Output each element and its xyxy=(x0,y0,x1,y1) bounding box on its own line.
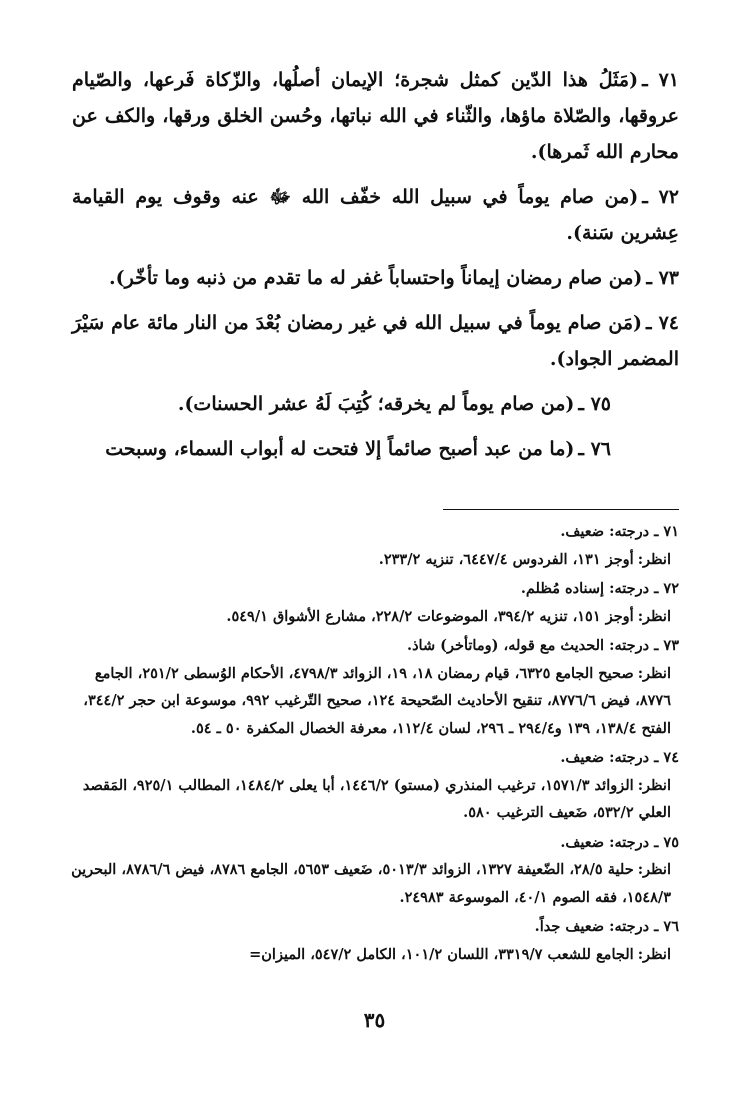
footnote-label: ٧٢ ـ درجته: xyxy=(609,580,679,597)
entry-number: ٧٦ ـ xyxy=(578,438,611,460)
footnote-label: ٧٥ ـ درجته: xyxy=(609,833,679,851)
footnote-grade: ضعيف جداً. xyxy=(534,918,605,935)
entry-number: ٧٤ ـ xyxy=(646,312,679,334)
entry-number: ٧١ ـ xyxy=(642,69,679,91)
reference-text: أوجز ١٥١، تنزيه ٣٩٤/٢، الموضوعات ٢٢٨/٢، مشارع الأشواق ٥٤٩/١. xyxy=(226,607,634,625)
entry-number: ٧٥ ـ xyxy=(578,393,611,415)
footnote-heading xyxy=(70,913,679,941)
hadith-text-block xyxy=(72,62,679,476)
footnote-heading xyxy=(70,518,679,546)
reference-label: انظر: xyxy=(637,607,671,625)
hadith-entry xyxy=(72,179,679,251)
footnotes-block xyxy=(70,518,679,970)
footnote-reference xyxy=(70,660,679,743)
footnote-grade: إسناده مُظلم. xyxy=(520,580,605,597)
footnote-grade: الحديث مع قوله، (وماتأخر) شاذ. xyxy=(407,637,605,654)
footnote-label: ٧٦ ـ درجته: xyxy=(609,918,679,935)
entry-text: (من صام يوماً في سبيل الله خفّف الله ﷻ عنه وقوف يوم القيامة عِشرين سَنة). xyxy=(72,186,679,244)
entry-number: ٧٣ ـ xyxy=(646,267,679,289)
reference-text: أوجز ١٣١، الفردوس ٦٤٤٧/٤، تنزيه ٢٣٣/٢. xyxy=(378,550,634,568)
entry-text: (مَن صام يوماً في سبيل الله في غير رمضان بُعْدَ من النار مائة عام سَيْرَ المضمر الجواد). xyxy=(72,312,679,370)
reference-label: انظر: xyxy=(637,776,671,794)
reference-text: الجامع للشعب ٣٣١٩/٧، اللسان ١٠١/٢، الكامل ٥٤٧/٢، الميزان= xyxy=(249,945,634,963)
footnote-heading xyxy=(70,575,679,603)
footnote-divider xyxy=(443,509,679,510)
footnote-label: ٧٣ ـ درجته: xyxy=(609,637,679,654)
entry-text: (ما من عبد أصبح صائماً إلا فتحت له أبواب السماء، وسبحت xyxy=(105,438,575,460)
footnote-reference xyxy=(70,603,679,631)
reference-label: انظر: xyxy=(637,550,671,568)
footnote-label: ٧١ ـ درجته: xyxy=(609,523,679,540)
reference-text: حلية ٢٨/٥، الضّعيفة ١٣٢٧، الزوائد ٥٠١٣/٣، ضَعيف ٥٦٥٣، الجامع ٨٧٨٦، فيض ٨٧٨٦/٦، البحرين ١٥٤٨/٣، فقه الصوم ٤٠/١، الموسوعة ٢٤٩٨٣. xyxy=(71,861,671,906)
footnote-grade: ضعيف. xyxy=(560,833,605,851)
footnote-reference xyxy=(70,772,679,827)
entry-text: (من صام رمضان إيماناً واحتساباً غفر له ما تقدم من ذنبه وما تأخّر). xyxy=(108,267,643,289)
hadith-entry xyxy=(72,260,679,296)
reference-label: انظر: xyxy=(637,945,671,963)
footnote-reference xyxy=(70,856,679,911)
footnote-label: ٧٤ ـ درجته: xyxy=(609,749,679,766)
hadith-entry xyxy=(72,431,679,467)
entry-number: ٧٢ ـ xyxy=(642,186,679,208)
hadith-entry xyxy=(72,386,679,422)
footnote-grade: ضعيف. xyxy=(560,749,605,766)
footnote-grade: ضعيف. xyxy=(560,523,605,540)
hadith-entry xyxy=(72,62,679,170)
reference-label: انظر: xyxy=(637,861,671,878)
hadith-entry xyxy=(72,305,679,377)
footnote-heading xyxy=(70,632,679,660)
footnote-reference xyxy=(70,546,679,574)
entry-text: (من صام يوماً لم يخرقه؛ كُتِبَ لَهُ عشر الحسنات). xyxy=(177,393,575,415)
reference-text: الزوائد ١٥٧١/٣، ترغيب المنذري (مستو) ١٤٤٦/٢، أبا يعلى ١٤٨٤/٢، المطالب ٩٢٥/١، المَقصد العلي ٥٣٢/٢، ضَعيف الترغيب ٥٨٠. xyxy=(82,776,671,821)
page-number: ٣٥ xyxy=(363,1008,386,1032)
entry-text: (مَثَلُ هذا الدّين كمثل شجرة؛ الإيمان أصلُها، والزّكاة فَرعها، والصّيام عروقها، والصّلاة ماؤها، والثّناء في الله نباتها، وحُسن الخلق ورقها، والكف عن محارم الله ثَمرها). xyxy=(72,69,679,163)
footnote-heading xyxy=(70,829,679,857)
reference-text: صحيح الجامع ٦٣٢٥، قيام رمضان ١٨، ١٩، الزوائد ٤٧٩٨/٣، الأحكام الوُسطى ٢٥١/٢، الجامع ٨٧٧٦، فيض ٨٧٧٦/٦، تنقيح الأحاديث الصّحيحة ١٢٤، صحيح التّرغيب ٩٩٢، موسوعة ابن حجر ٣٤٤/٢، الفتح ١٣٨/٤، ١٣٩ و٢٩٤/٤ ـ ٢٩٦، لسان ١١٢/٤، معرفة الخصال المكفرة ٥٠ ـ ٥٤. xyxy=(83,664,671,737)
footnote-heading xyxy=(70,744,679,772)
footnote-reference xyxy=(70,941,679,969)
reference-label: انظر: xyxy=(637,664,671,682)
